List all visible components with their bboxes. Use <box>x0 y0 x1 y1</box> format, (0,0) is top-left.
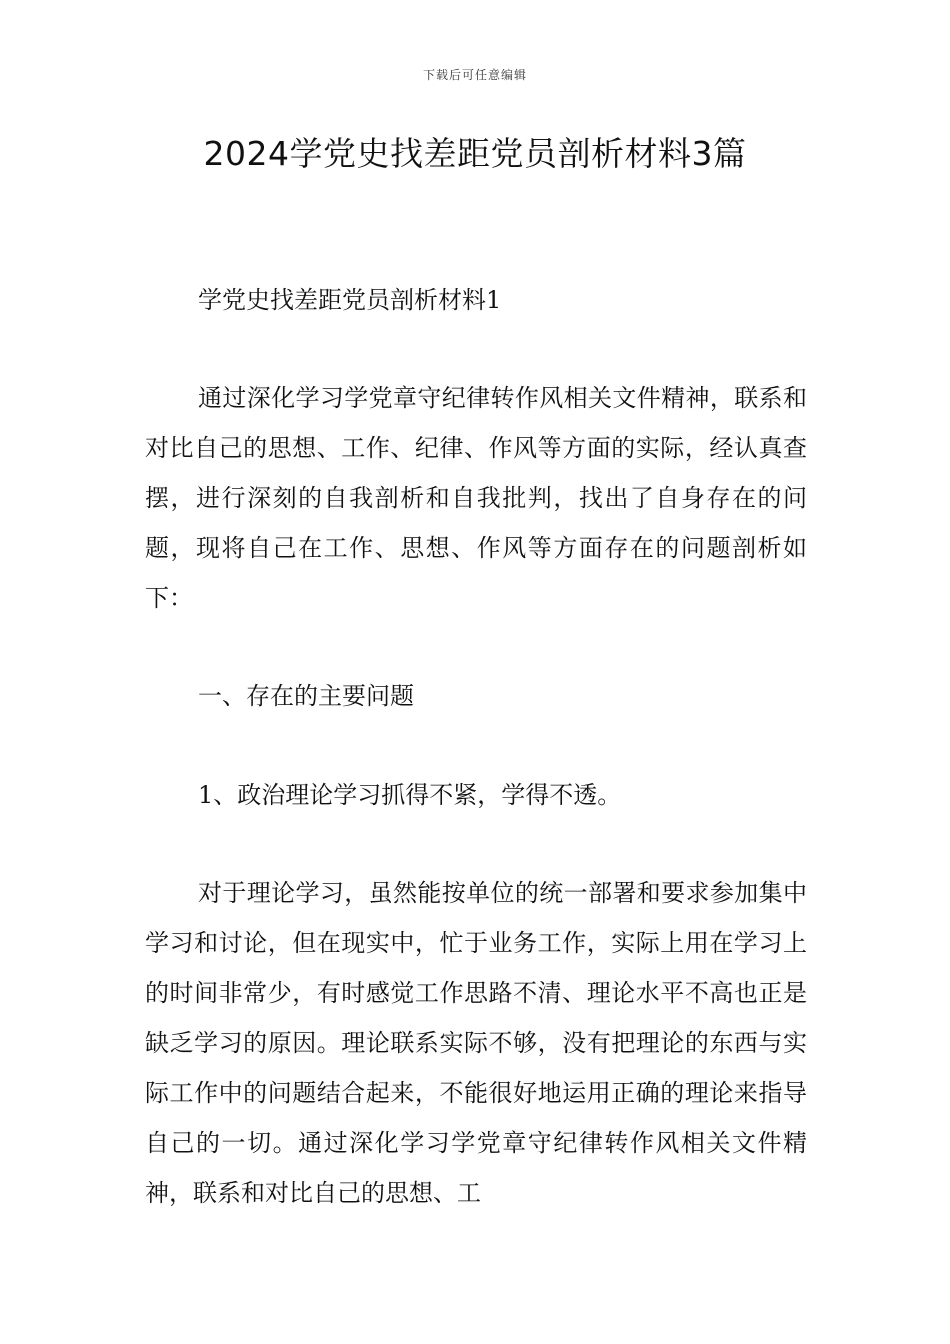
section-heading: 一、存在的主要问题 <box>198 682 414 710</box>
header-note: 下载后可任意编辑 <box>422 68 527 82</box>
sub-title: 学党史找差距党员剖析材料1 <box>198 286 502 314</box>
paragraph-body: 对于理论学习，虽然能按单位的统一部署和要求参加集中学习和讨论，但在现实中，忙于业务工作，实际上用在学习上的时间非常少，有时感觉工作思路不清、理论水平不高也正是缺乏学习的原因。理论联系实际不够，没有把理论的东西与实际工作中的问题结合起来，不能很好地运用正确的理论来指导自己的一切。通过深化学习学党章守纪律转作风相关文件精神，联系和对比自己的思想、工 <box>145 879 807 1207</box>
list-item-heading: 1、政治理论学习抓得不紧，学得不透。 <box>198 781 622 809</box>
paragraph-intro: 通过深化学习学党章守纪律转作风相关文件精神，联系和对比自己的思想、工作、纪律、作风等方面的实际，经认真查摆，进行深刻的自我剖析和自我批判，找出了自身存在的问题，现将自己在工作、思想、作风等方面存在的问题剖析如下： <box>145 384 807 612</box>
document-title: 2024学党史找差距党员剖析材料3篇 <box>203 134 747 173</box>
